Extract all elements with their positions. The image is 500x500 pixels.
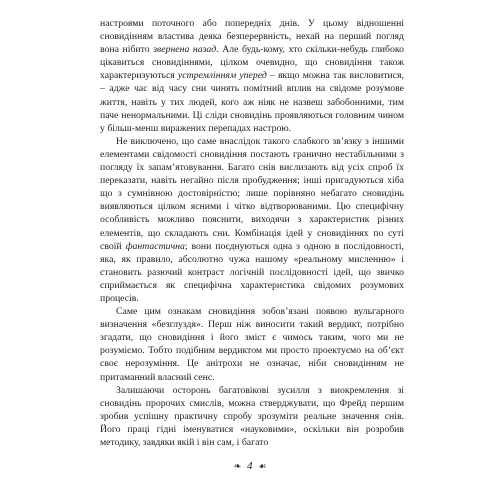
paragraph [100,305,404,384]
italic-text: фантастична [125,240,185,252]
text-segment: ; вони поєднуються одна з одною в послідовності, яка, як правило, абсолютно чужа нашому «реальному мисленню» і становить разючий контраст логічній послідовності ідей, що звичко сприймається як специфічна характеристика свідомих розумових процесів. [100,240,404,304]
text-segment: Залишаючи осторонь багатовікові зусилля з виокремлення зі сновидінь пророчих смислів, можна стверджувати, що Фрейд першим зробив успішну практичну спробу зрозуміти реальне значення снів. Його праці гідні іменуватися «науковими», оскільки він розробив методику, завдяки якій і він сам, і багато [100,384,404,448]
text-segment: . Але будь-кому, хто скільки-небудь глибоко цікавиться сновидіннями, цілком очевидно, що сновидіння також характеризуються [100,44,404,82]
italic-text: устремлінням уперед [177,70,267,82]
ornament-right-icon: ☙ [258,460,267,471]
text-segment: Не виключено, що саме внаслідок такого слабкого зв’язку з іншими елементами свідомості сновидіння постають гранично нестабільними з погляду їх запам’ятовування. Багато снів вислизають від усіх спроб їх переказати, навіть негайно після пробудження; інші пригадуються хіба що з сумнівною достовірністю; лише порівняно небагато сновидінь виявляються цілком ясними і чітко відтворюваними. Цю специфічну особливість можливо пояснити, виходячи з характеристик різних елементів, що складають сни. Комбінація ідей у сновидіннях по суті своїй [100,135,404,252]
page-number: 4 [246,460,253,472]
page-body [100,17,404,449]
paragraph [100,135,404,305]
text-segment: – якщо можна так висловитися, – адже час від часу сни чинять помітний вплив на свідоме розумове життя, навіть у тих людей, кого аж ніяк не назвеш забобонними, тим паче ненормальними. Ці сліди сновидінь проявляються головним чином у більш-менш виражених перепадах настрою. [100,70,404,134]
text-segment: Саме цим ознакам сновидіння зобов’язані появою вульгарного визначення «безглуздя». Перш ніж виносити такий вердикт, потрібно згадати, що сновидіння і його зміст є чимось таким, чого ми не розуміємо. Тобто подібним вердиктом ми просто проектуємо на об’єкт своє нерозуміння. Це анітрохи не означає, ніби сновидінням не притаманний власний сенс. [100,306,404,383]
paragraph [100,384,404,449]
page-footer [0,460,500,472]
ornament-left-icon: ❧ [233,460,242,471]
text-segment: настроями поточного або попередніх днів. У цьому відношенні сновидінням властива деяка безперервність, нехай на перший погляд вона нібито [100,18,404,56]
italic-text: звернена назад [153,44,217,56]
paragraph [100,17,404,135]
